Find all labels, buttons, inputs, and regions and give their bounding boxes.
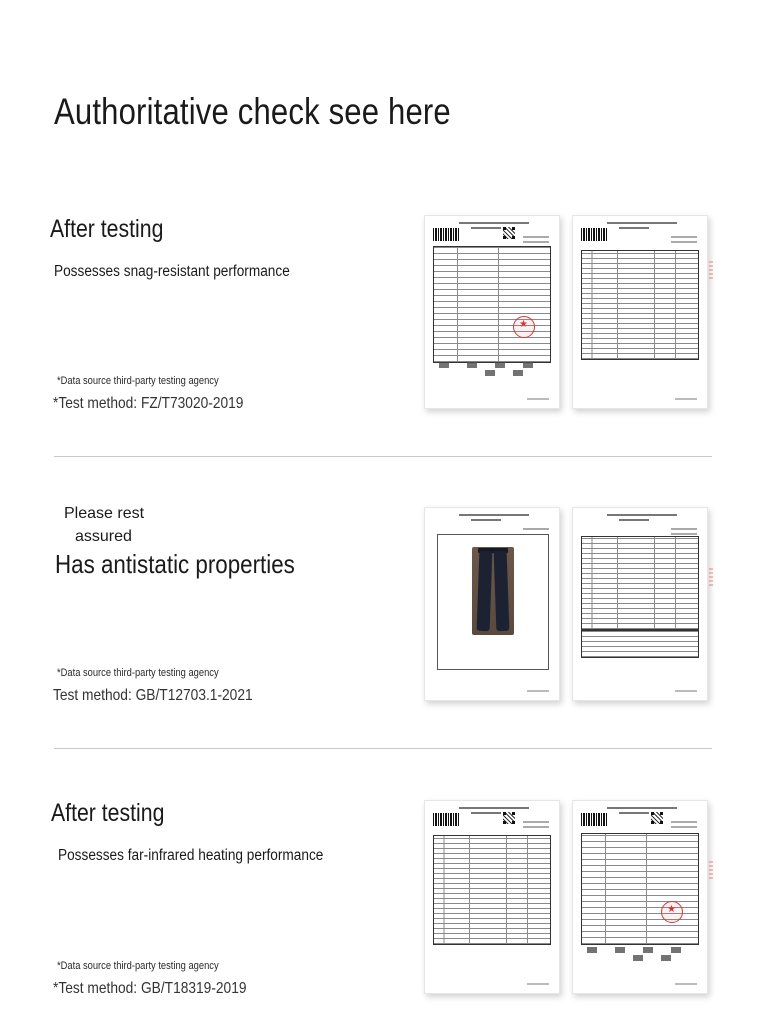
- reassurance-note-line-1: Please rest: [64, 505, 145, 522]
- signature-line: [587, 947, 693, 953]
- section-description: Possesses snag-resistant performance: [54, 263, 290, 280]
- section-heading: After testing: [51, 799, 165, 827]
- qr-code-icon: [503, 227, 515, 239]
- barcode-icon: [433, 228, 459, 241]
- signature-line: [439, 362, 545, 368]
- section-description: Possesses far-infrared heating performance: [58, 847, 324, 864]
- far-infrared-report-page-2: [572, 800, 708, 994]
- leggings-sample-photo: [472, 547, 514, 635]
- barcode-icon: [581, 228, 607, 241]
- data-source-note: *Data source third-party testing agency: [57, 667, 219, 679]
- page-title: Authoritative check see here: [54, 91, 451, 132]
- data-source-note: *Data source third-party testing agency: [57, 375, 219, 387]
- qr-code-icon: [503, 812, 515, 824]
- reassurance-note-line-2: assured: [75, 528, 132, 545]
- official-seal-icon: [661, 901, 683, 923]
- test-method: *Test method: GB/T18319-2019: [53, 980, 247, 997]
- test-method: Test method: GB/T12703.1-2021: [53, 687, 253, 704]
- report-table: [433, 246, 551, 363]
- far-infrared-report-page-1: [424, 800, 560, 994]
- report-table: [581, 833, 699, 945]
- report-table: [581, 536, 699, 630]
- barcode-icon: [581, 813, 607, 826]
- barcode-icon: [433, 813, 459, 826]
- report-table: [433, 835, 551, 945]
- data-source-note: *Data source third-party testing agency: [57, 960, 219, 972]
- report-table: [581, 250, 699, 360]
- sample-photo-frame: [437, 534, 549, 670]
- official-seal-icon: [513, 316, 535, 338]
- test-method: *Test method: FZ/T73020-2019: [53, 395, 244, 412]
- test-report-page-2: [572, 215, 708, 409]
- sample-photo-report: [424, 507, 560, 701]
- section-divider: [54, 748, 712, 749]
- test-report-page-1: [424, 215, 560, 409]
- section-heading: After testing: [50, 215, 164, 243]
- qr-code-icon: [651, 812, 663, 824]
- antistatic-report-page: [572, 507, 708, 701]
- section-divider: [54, 456, 712, 457]
- section-heading: Has antistatic properties: [55, 549, 295, 579]
